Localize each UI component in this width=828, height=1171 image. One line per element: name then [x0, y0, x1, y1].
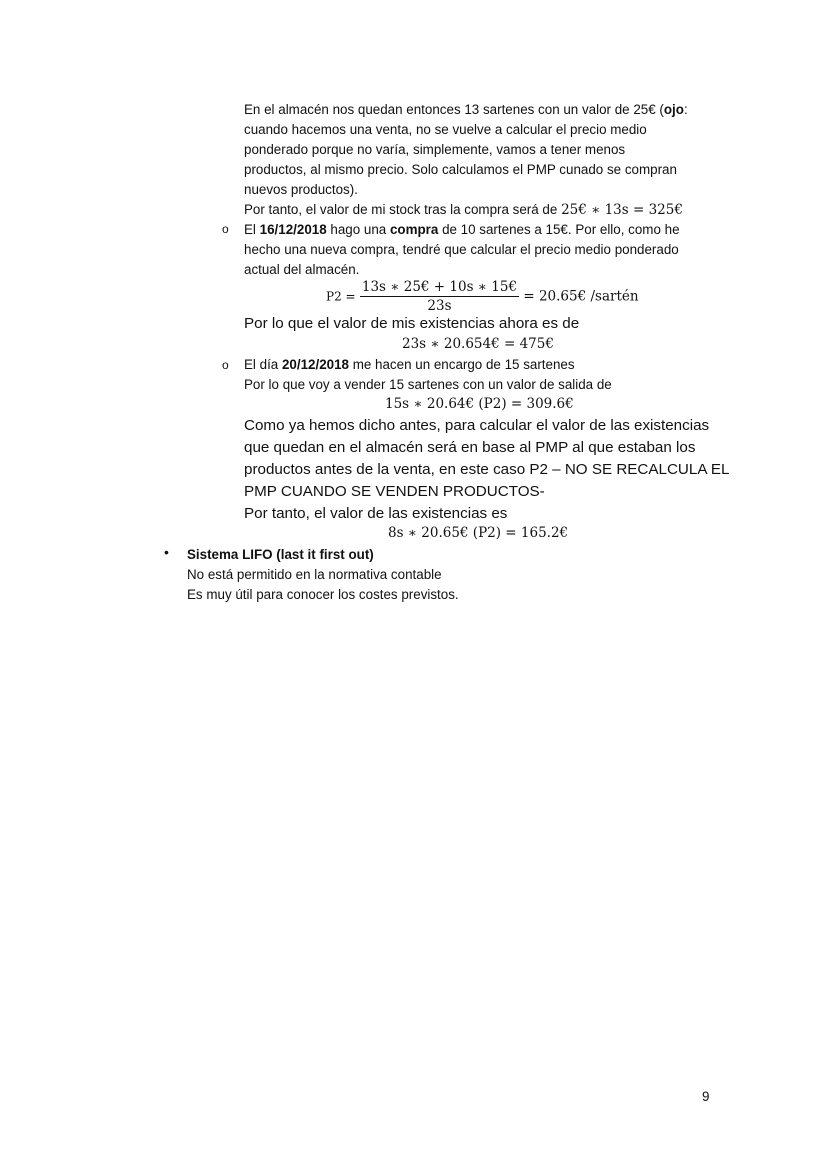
purchase-date: 16/12/2018 — [259, 222, 327, 237]
item3-line1: El día 20/12/2018 me hacen un encargo de 15 sartenes — [244, 357, 575, 372]
para1-line5: nuevos productos). — [244, 182, 358, 197]
item3-line6: PMP CUANDO SE VENDEN PRODUCTOS- — [244, 483, 545, 500]
item3-line4: que quedan en el almacén será en base al PMP al que estaban los — [244, 439, 696, 456]
list-bullet-dot: • — [164, 544, 169, 560]
para1-line6: Por tanto, el valor de mi stock tras la compra será de 25€ ∗ 13s = 325€ — [244, 202, 683, 218]
item2-line3: actual del almacén. — [244, 262, 360, 277]
sale-value-formula: 15s ∗ 20.64€ (P2) = 309.6€ — [385, 396, 574, 412]
sale-date: 20/12/2018 — [281, 357, 349, 372]
stock-value-formula: 25€ ∗ 13s = 325€ — [561, 202, 683, 218]
item3-line7: Por tanto, el valor de las existencias es — [244, 505, 508, 522]
para1-line1: En el almacén nos quedan entonces 13 sartenes con un valor de 25€ (ojo: — [244, 102, 688, 117]
item2-line4: Por lo que el valor de mis existencias ahora es de — [244, 315, 580, 332]
item3-line5: productos antes de la venta, en este caso P2 – NO SE RECALCULA EL — [244, 461, 730, 478]
item2-line2: hecho una nueva compra, tendré que calcular el precio medio ponderado — [244, 242, 679, 257]
list-bullet-circle: o — [222, 358, 229, 372]
item3-line3: Como ya hemos dicho antes, para calcular el valor de las existencias — [244, 417, 710, 434]
lifo-heading: Sistema LIFO (last it first out) — [187, 547, 374, 562]
para1-line3: ponderado porque no varía, simplemente, vamos a tener menos — [244, 142, 626, 157]
lifo-line1: No está permitido en la normativa contable — [187, 567, 442, 582]
pmp-formula: P2 = $\frac{13s ∗ 25€ + 10s ∗ 15€}{23s}$ = 20.65€ /sartén — [326, 279, 639, 314]
item3-line2: Por lo que voy a vender 15 sartenes con un valor de salida de — [244, 377, 612, 392]
para1-line2: cuando hacemos una venta, no se vuelve a calcular el precio medio — [244, 122, 647, 137]
list-bullet-circle: o — [222, 222, 229, 236]
existences-formula: 23s ∗ 20.654€ = 475€ — [402, 336, 554, 352]
item2-line1: El 16/12/2018 hago una compra de 10 sartenes a 15€. Por ello, como he — [244, 222, 680, 237]
remaining-value-formula: 8s ∗ 20.65€ (P2) = 165.2€ — [388, 525, 569, 541]
para1-line4: productos, al mismo precio. Solo calculamos el PMP cunado se compran — [244, 162, 677, 177]
lifo-line2: Es muy útil para conocer los costes previstos. — [187, 587, 459, 602]
page-number: 9 — [702, 1089, 710, 1104]
